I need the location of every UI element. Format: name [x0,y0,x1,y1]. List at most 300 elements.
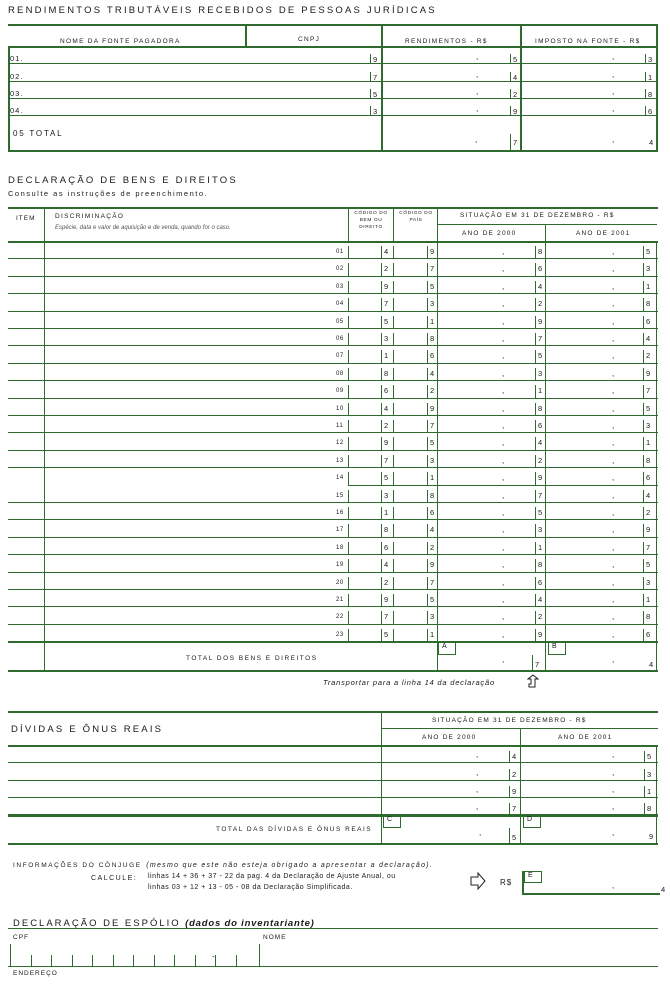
imposto-input[interactable] [522,46,655,63]
bem-codigo-digit: 6 [384,386,389,395]
bens-title: DECLARAÇÃO DE BENS E DIREITOS [8,175,238,186]
comma: , [612,438,615,447]
comma: , [612,264,615,273]
bem-item-number: 02 [336,266,344,272]
fonte-input[interactable] [10,98,244,115]
divida-ano2000-input[interactable] [383,745,519,762]
bem-ano2000-input[interactable] [439,380,544,396]
comma: , [612,543,615,552]
divida-ano2001-input[interactable] [522,763,655,780]
cell-divider [381,368,382,380]
espolio-title: DECLARAÇÃO DE ESPÓLIO [13,918,181,929]
bem-ano2000-input[interactable] [439,415,544,431]
dividas-subheader-rule [381,728,658,729]
cell-divider [381,577,382,589]
cell-divider [348,350,349,363]
bem-ano2001-input[interactable] [547,606,655,622]
conjuge-rs: R$ [500,878,513,887]
bem-discriminacao-input[interactable] [46,554,346,570]
bem-ano2001-digit: 1 [646,595,651,604]
bem-ano2000-input[interactable] [439,450,544,466]
col-item-header: ITEM [16,215,36,222]
comma: , [612,421,615,430]
comma: , [502,404,505,413]
cell-divider [393,437,394,450]
bem-pais-digit: 4 [430,369,435,378]
comma: , [612,473,615,482]
bem-item-number: 21 [336,597,344,603]
divida-descricao-input[interactable] [10,780,380,797]
cell-divider [381,281,382,293]
bem-ano2000-digit: 7 [538,491,543,500]
bem-ano2000-input[interactable] [439,258,544,274]
check-digit-bar [645,106,646,115]
bem-ano2000-input[interactable] [439,363,544,379]
bem-ano2000-input[interactable] [439,328,544,344]
divida-ano2001-digit: 1 [647,787,652,796]
check-digit-bar [645,54,646,63]
bem-ano2000-input[interactable] [439,293,544,309]
bem-ano2000-input[interactable] [439,398,544,414]
bem-ano2001-input[interactable] [547,485,655,501]
bem-ano2000-input[interactable] [439,485,544,501]
bem-discriminacao-input[interactable] [46,415,346,431]
cell-divider [437,519,438,537]
comma: , [612,52,615,61]
divida-ano2001-input[interactable] [522,745,655,762]
box-e: E [524,871,542,883]
cell-divider [393,385,394,398]
cell-divider [381,263,382,276]
comma: , [612,386,615,395]
fonte-input[interactable] [10,81,244,98]
divida-ano2001-digit: 5 [647,752,652,761]
imposto-input[interactable] [522,98,655,115]
bem-ano2001-input[interactable] [547,502,655,518]
bem-ano2000-digit: 2 [538,456,543,465]
bem-ano2001-input[interactable] [547,293,655,309]
cell-divider [545,311,546,328]
bem-ano2001-digit: 8 [646,456,651,465]
comma: , [502,560,505,569]
bem-ano2001-digit: 6 [646,630,651,639]
comma: , [476,70,479,79]
comma: , [476,750,479,759]
bem-ano2001-input[interactable] [547,554,655,570]
bem-ano2000-input[interactable] [439,589,544,605]
bem-discriminacao-input[interactable] [46,537,346,553]
cell-divider [545,398,546,415]
bem-ano2000-digit: 9 [538,473,543,482]
conjuge-heading [13,854,433,872]
cell-divider [348,437,349,450]
cell-divider [348,524,349,537]
check-digit-bar [509,803,510,814]
espolio-top-rule [8,928,658,929]
bem-ano2001-input[interactable] [547,241,655,257]
col-discriminacao-header: DISCRIMINAÇÃO [55,213,125,220]
bem-ano2001-input[interactable] [547,624,655,640]
cell-divider [437,415,438,432]
bem-pais-digit: 6 [430,351,435,360]
rendimentos-total-label: 05 TOTAL [13,129,64,138]
comma: , [502,525,505,534]
bem-discriminacao-input[interactable] [46,519,346,535]
divida-descricao-input[interactable] [10,797,380,814]
cell-divider [381,298,382,311]
bem-ano2000-digit: 4 [538,282,543,291]
cell-divider [381,437,382,450]
bem-discriminacao-input[interactable] [46,398,346,414]
bem-ano2001-input[interactable] [547,537,655,553]
bem-ano2000-digit: 4 [538,595,543,604]
cell-divider [348,281,349,293]
cell-divider [545,258,546,276]
bem-item-number: 10 [336,406,344,412]
bem-codigo-digit: 2 [384,578,389,587]
bem-ano2000-input[interactable] [439,554,544,570]
cell-divider [381,611,382,624]
bem-discriminacao-input[interactable] [46,606,346,622]
bem-ano2001-input[interactable] [547,311,655,327]
comma: , [502,421,505,430]
rendimento-input[interactable] [383,46,519,63]
bem-codigo-digit: 6 [384,543,389,552]
comma: , [612,768,615,777]
bem-ano2000-digit: 7 [538,334,543,343]
espolio-bottom-rule [8,966,658,967]
rendimento-check-digit: 9 [513,107,518,116]
box-b: B [548,642,566,655]
bem-ano2001-input[interactable] [547,450,655,466]
bem-item-number: 07 [336,353,344,359]
comma: , [502,264,505,273]
bem-codigo-digit: 3 [384,334,389,343]
cell-divider [437,328,438,345]
bem-discriminacao-input[interactable] [46,485,346,501]
col-fonte-header: NOME DA FONTE PAGADORA [60,38,181,45]
bem-pais-digit: 7 [430,578,435,587]
bem-ano2000-input[interactable] [439,519,544,535]
rendimento-input[interactable] [383,64,519,81]
rendimentos-divider [245,24,247,46]
bem-discriminacao-input[interactable] [46,380,346,396]
cell-divider [393,577,394,589]
cell-divider [437,241,438,258]
rendimentos-title: RENDIMENTOS TRIBUTÁVEIS RECEBIDOS DE PESSOAS JURÍDICAS [8,5,437,16]
bem-ano2001-input[interactable] [547,415,655,431]
comma: , [502,630,505,639]
bem-discriminacao-input[interactable] [46,363,346,379]
bem-item-number: 12 [336,440,344,446]
bem-ano2000-input[interactable] [439,537,544,553]
check-digit-bar [644,803,645,814]
bem-pais-digit: 1 [430,630,435,639]
bem-ano2000-input[interactable] [439,606,544,622]
cell-divider [427,246,428,258]
bem-ano2000-digit: 9 [538,630,543,639]
comma: , [502,438,505,447]
bem-ano2000-input[interactable] [439,276,544,292]
bem-ano2000-digit: 6 [538,421,543,430]
rendimentos-total-dv2: 4 [649,138,654,147]
cell-divider [545,485,546,502]
bem-ano2001-digit: 3 [646,578,651,587]
cell-divider [427,594,428,606]
rendimentos-divider [656,24,658,151]
cell-divider [381,629,382,641]
bem-discriminacao-input[interactable] [46,467,346,483]
divida-ano2001-input[interactable] [522,780,655,797]
bens-total-dv2: 4 [649,660,654,669]
comma: , [612,104,615,113]
bens-right-border [656,241,657,670]
comma: , [612,508,615,517]
bem-codigo-digit: 5 [384,317,389,326]
bem-codigo-digit: 4 [384,247,389,256]
fonte-input[interactable] [10,46,244,63]
bem-ano2000-input[interactable] [439,432,544,448]
bem-ano2000-input[interactable] [439,502,544,518]
cell-divider [393,455,394,467]
cell-divider [393,507,394,519]
col-imposto-header: IMPOSTO NA FONTE - R$ [535,38,641,45]
cell-divider [381,333,382,345]
divida-ano2000-digit: 2 [512,770,517,779]
cell-divider [381,524,382,537]
divida-ano2001-input[interactable] [522,797,655,814]
bem-pais-digit: 2 [430,543,435,552]
divida-descricao-input[interactable] [10,763,380,780]
bem-ano2000-input[interactable] [439,572,544,588]
bem-ano2001-digit: 9 [646,369,651,378]
cell-divider [348,559,349,572]
bem-discriminacao-input[interactable] [46,241,346,257]
cell-divider [437,502,438,519]
divida-ano2000-input[interactable] [383,763,519,780]
divida-ano2000-digit: 7 [512,804,517,813]
bem-pais-digit: 5 [430,282,435,291]
cell-divider [437,554,438,572]
comma: , [612,750,615,759]
comma: , [502,456,505,465]
bem-ano2001-input[interactable] [547,258,655,274]
bem-pais-digit: 5 [430,438,435,447]
fonte-input[interactable] [10,64,244,81]
cnpj-input[interactable] [247,98,379,115]
bem-ano2001-digit: 6 [646,317,651,326]
cell-divider [427,559,428,572]
bem-item-number: 06 [336,336,344,342]
comma: , [612,87,615,96]
cnpj-check-digit: 3 [373,107,378,116]
dividas-bottom-rule [8,843,658,845]
dividas-total-label: TOTAL DAS DÍVIDAS E ÔNUS REAIS [216,826,373,833]
cnpj-check-digit: 5 [373,90,378,99]
bem-ano2000-input[interactable] [439,624,544,640]
cell-divider [427,350,428,363]
divida-descricao-input[interactable] [10,745,380,762]
divida-ano2000-input[interactable] [383,780,519,797]
bens-divider [348,207,349,241]
cpf-label: CPF [13,934,29,941]
cell-divider [381,472,382,485]
bem-pais-digit: 3 [430,456,435,465]
bem-ano2001-digit: 8 [646,612,651,621]
bem-discriminacao-input[interactable] [46,502,346,518]
cell-divider [437,398,438,415]
bem-ano2001-input[interactable] [547,276,655,292]
calcule-label: CALCULE: [91,875,138,882]
cnpj-input[interactable] [247,46,379,63]
bem-ano2001-input[interactable] [547,432,655,448]
bem-ano2000-input[interactable] [439,241,544,257]
bem-discriminacao-input[interactable] [46,258,346,274]
dividas-title: DÍVIDAS E ÔNUS REAIS [11,724,164,735]
bem-codigo-digit: 4 [384,560,389,569]
bem-ano2001-input[interactable] [547,467,655,483]
rendimentos-total-dv1: 7 [513,138,518,147]
box-c: C [383,815,401,828]
bem-ano2001-input[interactable] [547,589,655,605]
cell-divider [437,363,438,380]
bem-pais-digit: 2 [430,386,435,395]
imposto-input[interactable] [522,64,655,81]
bem-item-number: 15 [336,493,344,499]
cpf-input[interactable] [10,944,258,966]
row-rule [8,115,658,116]
bem-ano2001-input[interactable] [547,328,655,344]
cell-divider [381,403,382,415]
bem-ano2000-input[interactable] [439,467,544,483]
bem-discriminacao-input[interactable] [46,311,346,327]
bem-pais-digit: 8 [430,491,435,500]
cell-divider [393,542,394,554]
cell-divider [427,577,428,589]
col-situacao-header: SITUAÇÃO EM 31 DE DEZEMBRO - R$ [460,212,615,219]
bem-discriminacao-input[interactable] [46,589,346,605]
bens-subheader-rule [437,224,657,225]
bem-discriminacao-input[interactable] [46,276,346,292]
check-digit-bar [510,134,511,150]
cell-divider [393,246,394,258]
bens-total-label: TOTAL DOS BENS E DIREITOS [186,655,318,662]
bem-item-number: 16 [336,510,344,516]
comma: , [502,299,505,308]
cell-divider [437,485,438,502]
cnpj-input[interactable] [247,64,379,81]
bem-ano2000-digit: 9 [538,317,543,326]
bem-ano2001-input[interactable] [547,398,655,414]
bem-codigo-digit: 9 [384,595,389,604]
bem-ano2000-digit: 6 [538,264,543,273]
bem-item-number: 08 [336,371,344,377]
cell-divider [545,519,546,537]
bem-ano2001-input[interactable] [547,519,655,535]
cell-divider [545,606,546,624]
conjuge-value-field[interactable] [522,871,660,895]
cell-divider [427,524,428,537]
bem-pais-digit: 8 [430,334,435,343]
comma: , [476,87,479,96]
cell-divider [437,589,438,606]
check-digit-bar [509,828,510,843]
cell-divider [393,524,394,537]
imposto-input[interactable] [522,81,655,98]
bem-ano2001-input[interactable] [547,572,655,588]
check-digit-bar [370,72,371,81]
bem-ano2000-input[interactable] [439,311,544,327]
col-cnpj-header: CNPJ [298,36,321,43]
comma: , [612,351,615,360]
row-number: 01. [10,54,24,63]
dividas-col-ano2001: ANO DE 2001 [558,734,613,741]
bem-discriminacao-input[interactable] [46,572,346,588]
cell-divider [393,350,394,363]
bem-discriminacao-input[interactable] [46,432,346,448]
divida-ano2000-input[interactable] [383,797,519,814]
comma: , [476,768,479,777]
cell-divider [545,241,546,258]
cnpj-input[interactable] [247,81,379,98]
cell-divider [348,420,349,432]
col-codigo-header: CÓDIGO DO BEM OU DIREITO [354,211,388,230]
conjuge-digit: 4 [661,885,666,894]
bem-codigo-digit: 1 [384,508,389,517]
bem-item-number: 03 [336,284,344,290]
cell-divider [437,293,438,311]
nome-label: NOME [263,934,287,941]
bem-pais-digit: 1 [430,317,435,326]
bem-codigo-digit: 8 [384,525,389,534]
cell-divider [348,507,349,519]
bem-item-number: 11 [336,423,344,429]
comma: , [612,881,615,890]
col-ano2000-header: ANO DE 2000 [462,230,517,237]
bem-discriminacao-input[interactable] [46,345,346,361]
row-number: 02. [10,72,24,81]
nome-input[interactable] [262,944,658,966]
cell-divider [437,572,438,589]
bem-codigo-digit: 4 [384,404,389,413]
bem-discriminacao-input[interactable] [46,624,346,640]
bem-discriminacao-input[interactable] [46,328,346,344]
comma: , [502,334,505,343]
cell-divider [545,432,546,450]
calcule-line2: linhas 03 + 12 + 13 - 05 - 08 da Declaração Simplificada. [148,884,353,891]
bem-ano2001-digit: 5 [646,247,651,256]
cell-divider [437,606,438,624]
bem-ano2001-digit: 5 [646,560,651,569]
check-digit-bar [644,786,645,797]
check-digit-bar [510,106,511,115]
cell-divider [427,542,428,554]
bem-ano2000-digit: 1 [538,543,543,552]
bem-discriminacao-input[interactable] [46,450,346,466]
bem-ano2001-input[interactable] [547,380,655,396]
cell-divider [381,316,382,328]
divida-ano2000-digit: 4 [512,752,517,761]
bem-discriminacao-input[interactable] [46,293,346,309]
bem-ano2001-input[interactable] [547,363,655,379]
rendimento-input[interactable] [383,98,519,115]
comma: , [612,70,615,79]
bem-ano2000-input[interactable] [439,345,544,361]
box-a: A [438,642,456,655]
bem-ano2001-input[interactable] [547,345,655,361]
dividas-divider [656,745,657,843]
rendimento-input[interactable] [383,81,519,98]
